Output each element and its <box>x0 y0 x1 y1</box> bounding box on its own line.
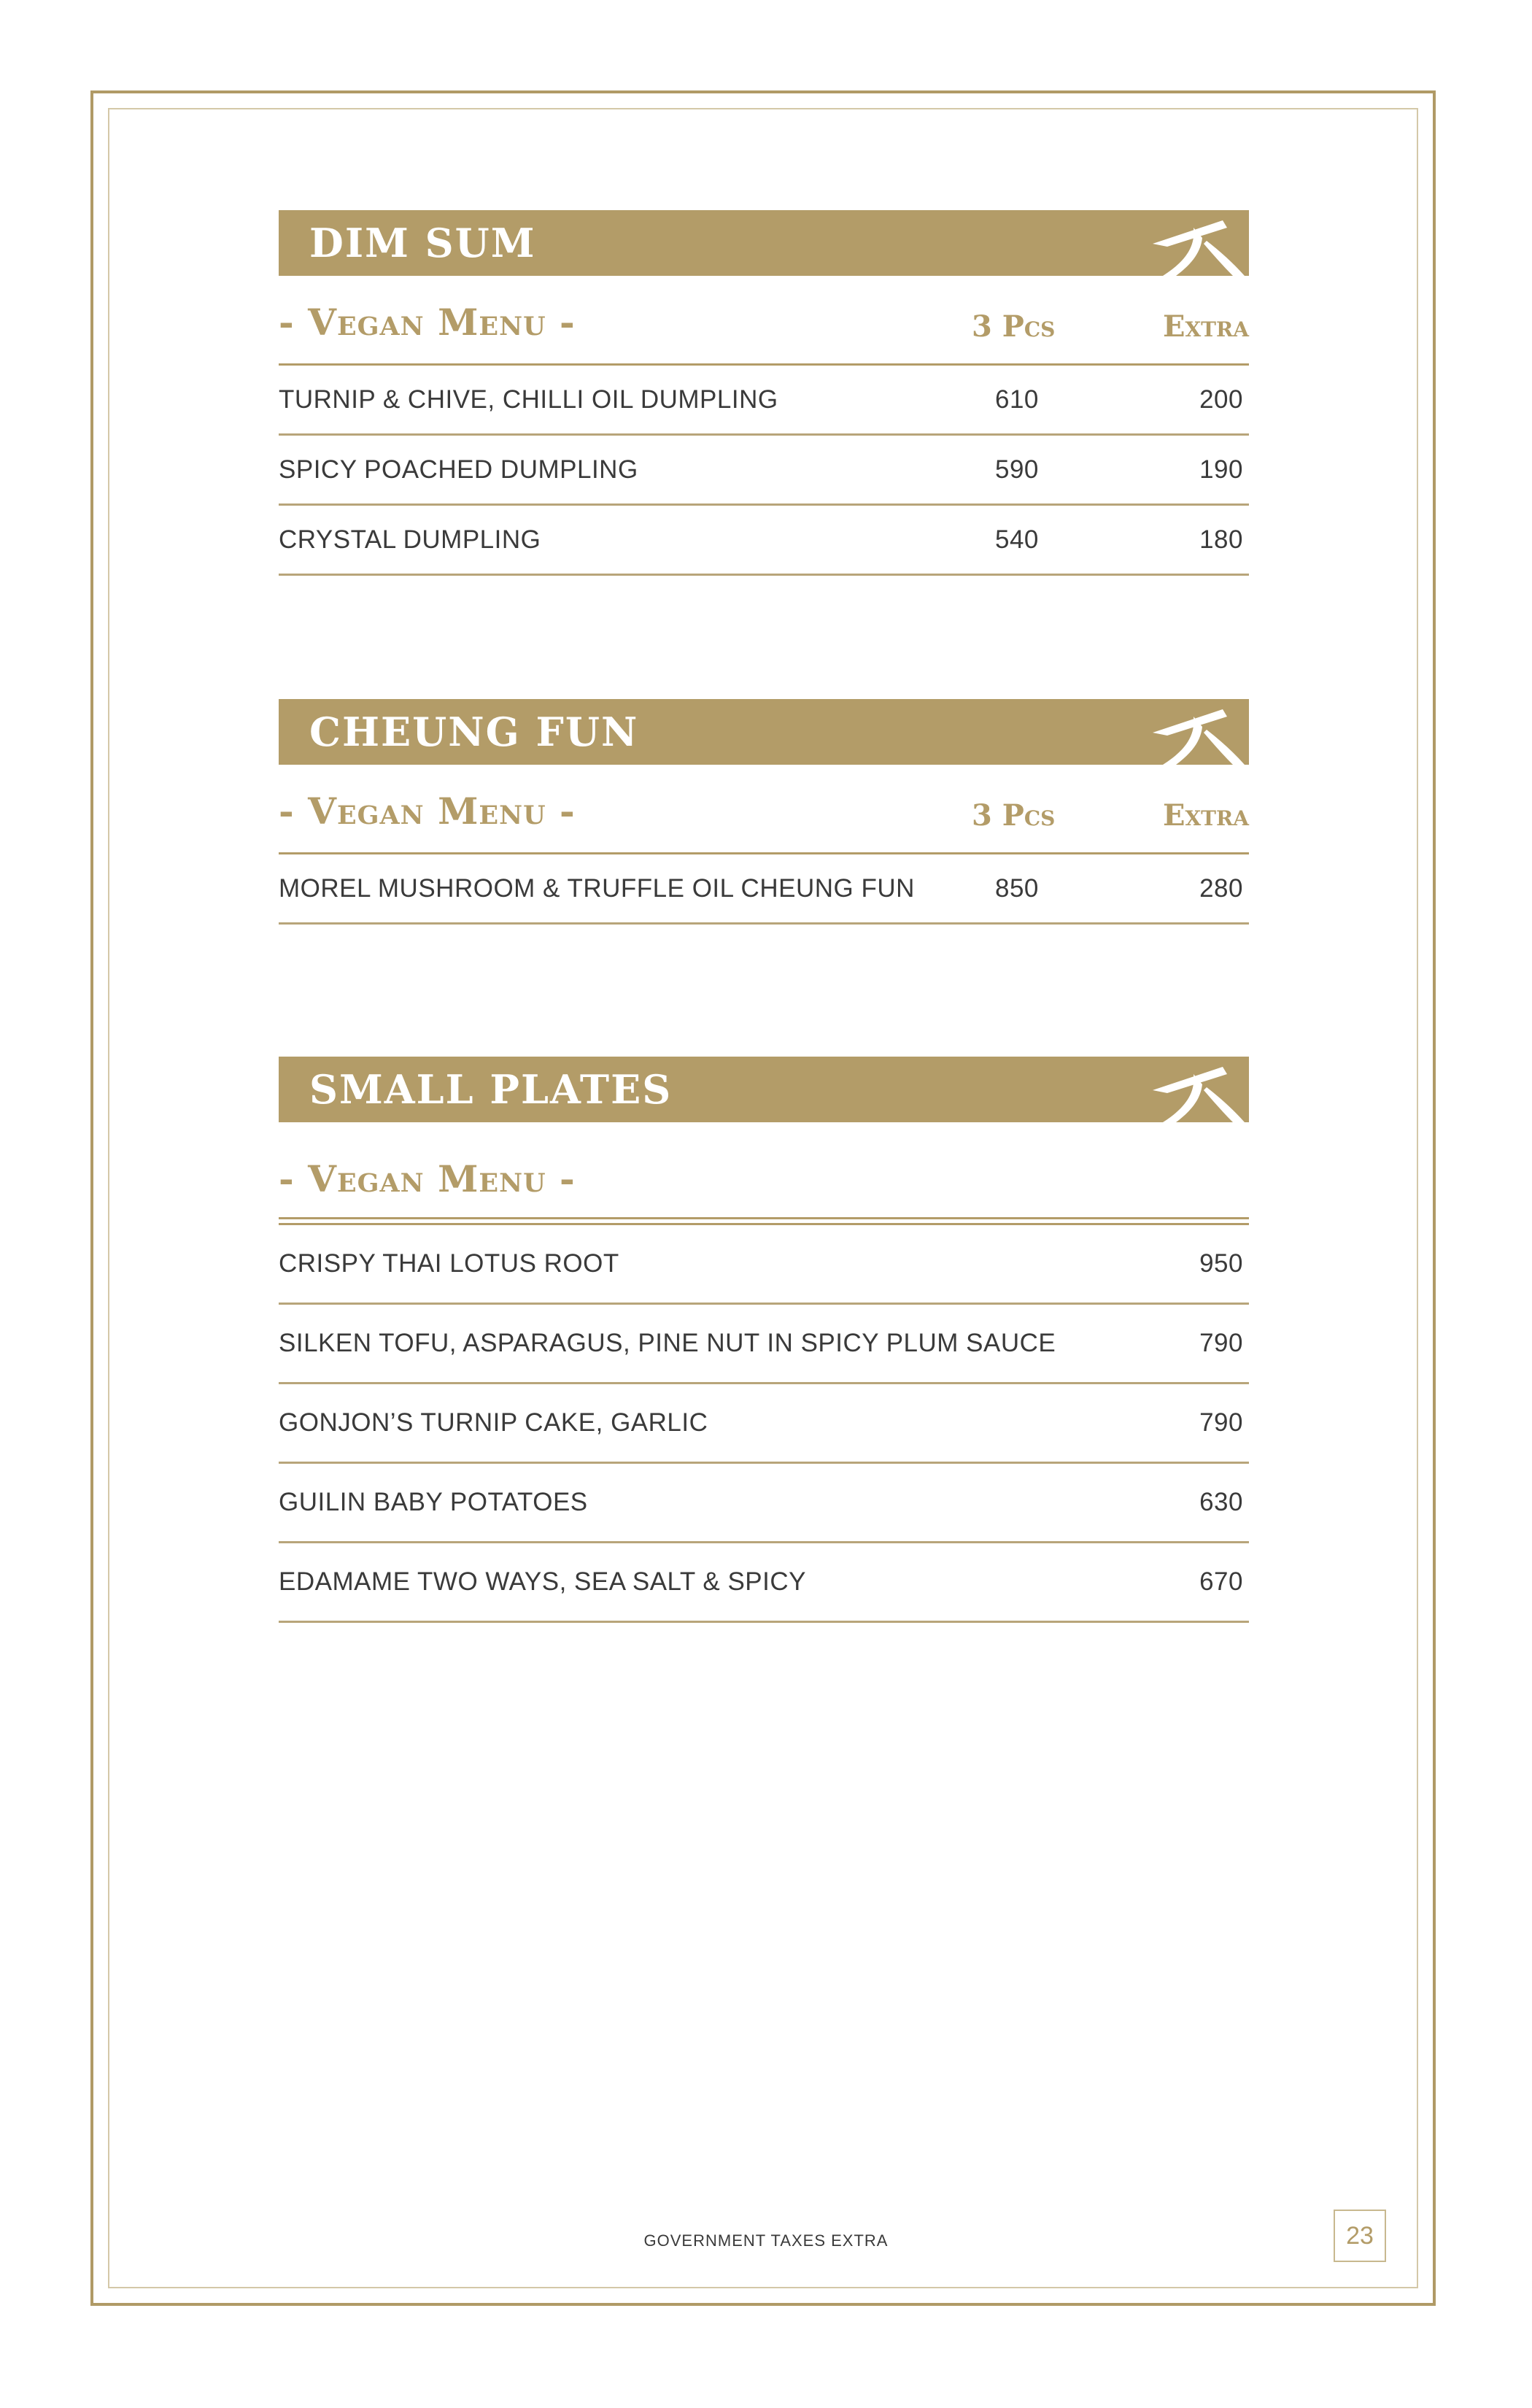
section-title: SMALL PLATES <box>309 1066 673 1113</box>
item-price-extra: 190 <box>1199 455 1243 484</box>
section-title: DIM SUM <box>309 220 536 266</box>
menu-item <box>279 854 1249 925</box>
item-name: SILKEN TOFU, ASPARAGUS, PINE NUT IN SPICY PLUM SAUCE <box>279 1329 1056 1357</box>
section-subheader <box>279 1122 1249 1217</box>
menu-item <box>279 366 1249 436</box>
item-name: GONJON’S TURNIP CAKE, GARLIC <box>279 1408 708 1437</box>
menu-item <box>279 1543 1249 1623</box>
chinese-character-logo-icon <box>1147 699 1249 765</box>
footer-note: GOVERNMENT TAXES EXTRA <box>643 2231 889 2250</box>
chinese-character-logo-icon <box>1147 210 1249 276</box>
item-price: 950 <box>1199 1249 1243 1278</box>
menu-item <box>279 1225 1249 1305</box>
section-cheung-fun <box>279 699 1249 925</box>
section-banner <box>279 699 1249 765</box>
section-subheader <box>279 276 1249 363</box>
menu-item <box>279 1464 1249 1543</box>
menu-item <box>279 1305 1249 1384</box>
item-name: EDAMAME TWO WAYS, SEA SALT & SPICY <box>279 1567 806 1596</box>
item-price: 630 <box>1199 1488 1243 1516</box>
item-name: TURNIP & CHIVE, CHILLI OIL DUMPLING <box>279 385 778 414</box>
vegan-menu-label: - Vegan Menu - <box>279 301 576 344</box>
menu-item <box>279 436 1249 506</box>
item-price-extra: 200 <box>1199 385 1243 414</box>
column-header-3pcs: 3 Pcs <box>972 798 1056 833</box>
vegan-menu-label: - Vegan Menu - <box>279 1157 576 1200</box>
section-banner <box>279 1057 1249 1122</box>
item-name: CRISPY THAI LOTUS ROOT <box>279 1249 619 1278</box>
section-dim-sum <box>279 210 1249 576</box>
item-price: 670 <box>1199 1567 1243 1596</box>
chinese-character-logo-icon <box>1147 1057 1249 1122</box>
item-name: MOREL MUSHROOM & TRUFFLE OIL CHEUNG FUN <box>279 873 915 903</box>
item-price: 790 <box>1199 1329 1243 1357</box>
item-price-extra: 180 <box>1199 525 1243 554</box>
menu-item <box>279 506 1249 576</box>
item-name: CRYSTAL DUMPLING <box>279 525 541 554</box>
item-price-3pcs: 590 <box>995 455 1039 484</box>
item-name: GUILIN BABY POTATOES <box>279 1488 588 1516</box>
menu-item <box>279 1384 1249 1464</box>
column-header-3pcs: 3 Pcs <box>972 309 1056 344</box>
item-price-3pcs: 610 <box>995 385 1039 414</box>
item-price: 790 <box>1199 1408 1243 1437</box>
divider <box>279 1217 1249 1225</box>
item-price-3pcs: 540 <box>995 525 1039 554</box>
section-title: CHEUNG FUN <box>309 709 639 755</box>
section-subheader <box>279 765 1249 852</box>
page-number: 23 <box>1334 2210 1386 2262</box>
item-name: SPICY POACHED DUMPLING <box>279 455 638 484</box>
vegan-menu-label: - Vegan Menu - <box>279 790 576 833</box>
item-price-extra: 280 <box>1199 873 1243 903</box>
column-header-extra: Extra <box>1162 798 1249 833</box>
column-header-extra: Extra <box>1162 309 1249 344</box>
section-small-plates <box>279 1057 1249 1623</box>
item-price-3pcs: 850 <box>995 873 1039 903</box>
section-banner <box>279 210 1249 276</box>
